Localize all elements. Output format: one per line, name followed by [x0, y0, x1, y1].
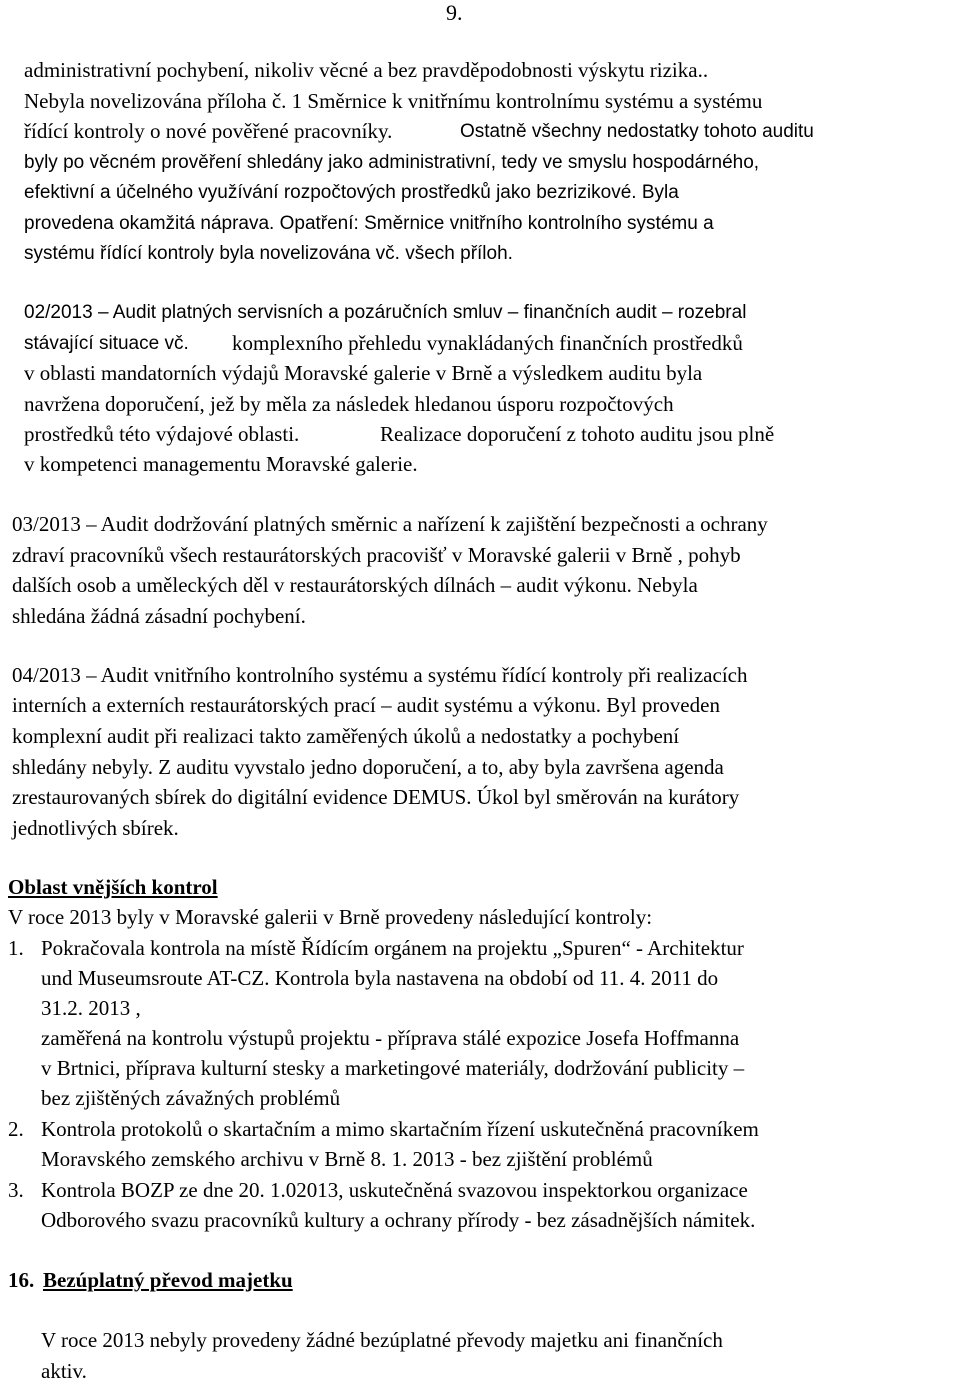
text-line: zdraví pracovníků všech restaurátorských pracovišť v Moravské galerii v Brně , pohyb	[12, 543, 741, 567]
text-line: administrativní pochybení, nikoliv věcné a bez pravděpodobnosti výskytu rizika..	[24, 58, 709, 82]
text-line: Kontrola protokolů o skartačním a mimo skartačním řízení uskutečněná pracovníkem	[41, 1117, 759, 1141]
page-number: 9.	[446, 0, 463, 25]
text-line: dalších osob a uměleckých děl v restaurátorských dílnách – audit výkonu. Nebyla	[12, 573, 698, 597]
text-line: Nebyla novelizována příloha č. 1 Směrnice k vnitřnímu kontrolnímu systému a systému	[24, 89, 763, 113]
list-number: 2.	[8, 1117, 24, 1141]
text-line: Ostatně všechny nedostatky tohoto auditu	[460, 121, 814, 142]
text-line: V roce 2013 nebyly provedeny žádné bezúplatné převody majetku ani finančních	[41, 1328, 723, 1352]
text-line: interních a externích restaurátorských prací – audit systému a výkonu. Byl proveden	[12, 693, 720, 717]
text-line: v kompetenci managementu Moravské galerie.	[24, 452, 418, 476]
section-intro: V roce 2013 byly v Moravské galerii v Brně provedeny následující kontroly:	[8, 905, 653, 929]
text-line: shledány nebyly. Z auditu vyvstalo jedno doporučení, a to, aby byla završena agenda	[12, 755, 724, 779]
text-line: v oblasti mandatorních výdajů Moravské galerie v Brně a výsledkem auditu byla	[24, 361, 703, 385]
text-line: v Brtnici, příprava kulturní stesky a marketingové materiály, dodržování publicity –	[41, 1056, 745, 1080]
text-line: Pokračovala kontrola na místě Řídícím orgánem na projektu „Spuren“ - Architektur	[41, 936, 744, 960]
text-line: Odborového svazu pracovníků kultury a ochrany přírody - bez zásadnějších námitek.	[41, 1208, 756, 1232]
text-line: navržena doporučení, jež by měla za následek hledanou úsporu rozpočtových	[24, 392, 674, 416]
text-line: zrestaurovaných sbírek do digitální evidence DEMUS. Úkol byl směrován na kurátory	[12, 785, 740, 809]
text-line: komplexní audit při realizaci takto zaměřených úkolů a nedostatky a pochybení	[12, 724, 680, 748]
text-line: shledána žádná zásadní pochybení.	[12, 604, 306, 628]
text-line: prostředků této výdajové oblasti.	[24, 422, 300, 446]
section-number: 16.	[8, 1268, 35, 1292]
text-line: provedena okamžitá náprava. Opatření: Směrnice vnitřního kontrolního systému a	[24, 213, 714, 234]
text-line: byly po věcném prověření shledány jako administrativní, tedy ve smyslu hospodárného,	[24, 152, 760, 173]
text-line: bez zjištěných závažných problémů	[41, 1086, 341, 1110]
text-line: 31.2. 2013 ,	[41, 996, 141, 1020]
text-line: aktiv.	[41, 1359, 87, 1383]
text-line: efektivní a účelného využívání rozpočtových prostředků jako bezrizikové. Byla	[24, 182, 679, 203]
text-line: systému řídící kontroly byla novelizována vč. všech příloh.	[24, 243, 513, 264]
text-line: 04/2013 – Audit vnitřního kontrolního systému a systému řídící kontroly při realizacích	[12, 663, 748, 687]
list-number: 1.	[8, 936, 24, 960]
list-number: 3.	[8, 1178, 24, 1202]
text-line: Realizace doporučení z tohoto auditu jsou plně	[380, 422, 775, 446]
section-heading: Oblast vnějších kontrol	[8, 875, 218, 899]
text-line: 03/2013 – Audit dodržování platných směrnic a nařízení k zajištění bezpečnosti a ochrany	[12, 512, 768, 536]
text-line: 02/2013 – Audit platných servisních a pozáručních smluv – finančních audit – rozebral	[24, 302, 747, 323]
section-title: Bezúplatný převod majetku	[43, 1268, 293, 1292]
text-line: řídící kontroly o nové pověřené pracovníky.	[24, 119, 393, 143]
text-line: komplexního přehledu vynakládaných finančních prostředků	[232, 331, 743, 355]
text-line: Moravského zemského archivu v Brně 8. 1. 2013 - bez zjištění problémů	[41, 1147, 653, 1171]
text-line: jednotlivých sbírek.	[12, 816, 179, 840]
text-line: und Museumsroute AT-CZ. Kontrola byla nastavena na období od 11. 4. 2011 do	[41, 966, 719, 990]
text-line: Kontrola BOZP ze dne 20. 1.02013, uskutečněná svazovou inspektorkou organizace	[41, 1178, 748, 1202]
text-line: stávající situace vč.	[24, 333, 189, 354]
text-line: zaměřená na kontrolu výstupů projektu - příprava stálé expozice Josefa Hoffmanna	[41, 1026, 740, 1050]
